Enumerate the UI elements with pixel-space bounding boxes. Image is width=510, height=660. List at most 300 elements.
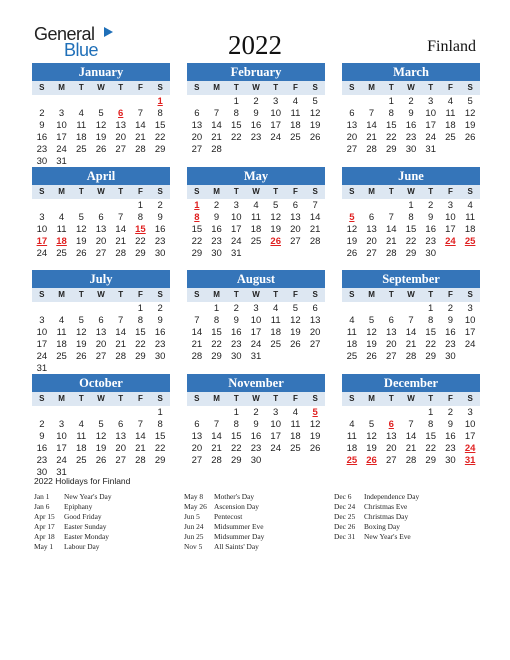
holiday-column [184,492,264,552]
holiday-date: May 26 [184,502,207,511]
empty-cell [52,200,72,212]
day-cell: 1 [137,200,144,211]
days-grid [342,200,480,260]
day-cell: 3 [447,200,454,211]
day-cell: 3 [467,407,473,418]
day-cell: 21 [191,339,203,350]
month-november [187,374,325,467]
day-cell: 7 [213,108,220,119]
weekday-label: W [252,83,260,92]
weekday-header-row [342,392,480,406]
day-cell: 18 [346,339,358,350]
day-cell: 14 [405,431,417,442]
day-cell: 31 [425,144,436,155]
day-cell: 20 [290,224,301,235]
day-cell: 3 [253,303,259,314]
weekday-label: S [194,187,200,196]
empty-cell [187,96,207,108]
holiday-day-cell: 15 [135,224,146,235]
day-cell: 13 [346,120,358,131]
day-cell: 7 [408,315,414,326]
day-cell: 15 [154,431,166,442]
day-cell: 5 [273,200,279,211]
day-cell: 25 [250,236,262,247]
day-cell: 15 [385,120,397,131]
month-february [187,63,325,156]
day-cell: 2 [157,303,163,314]
day-cell: 30 [154,351,166,362]
weekday-header-row [32,81,170,95]
day-cell: 11 [290,108,301,119]
holiday-date: Dec 24 [334,502,356,511]
weekday-label: W [407,83,415,92]
holiday-item [34,492,112,502]
holiday-name: Independence Day [364,492,420,501]
holiday-item [184,522,264,532]
day-cell: 24 [270,443,281,454]
month-january [32,63,170,168]
day-cell: 10 [36,327,48,338]
day-cell: 8 [213,315,220,326]
weekday-label: T [118,394,124,403]
day-cell: 10 [464,419,476,430]
day-cell: 17 [230,224,242,235]
holiday-day-cell: 8 [194,212,200,223]
day-cell: 25 [445,132,456,143]
day-cell: 24 [270,132,281,143]
day-cell: 20 [95,236,107,247]
weekday-label: M [213,290,220,299]
day-cell: 4 [349,315,355,326]
day-cell: 9 [39,431,45,442]
day-cell: 6 [118,419,124,430]
day-cell: 9 [39,120,45,131]
day-cell: 3 [467,303,473,314]
day-cell: 3 [58,108,65,119]
day-cell: 5 [98,419,104,430]
holiday-date: Jun 25 [184,532,204,541]
holiday-name: Easter Sunday [64,522,107,531]
day-cell: 24 [250,339,262,350]
day-cell: 8 [137,212,144,223]
weekday-label: M [368,187,375,196]
holiday-date: Dec 31 [334,532,356,541]
day-cell: 3 [273,96,279,107]
day-cell: 17 [250,327,262,338]
day-cell: 16 [230,327,242,338]
day-cell: 13 [290,212,301,223]
weekday-label: F [137,83,143,92]
month-header: August [187,270,325,288]
day-cell: 13 [191,120,203,131]
day-cell: 1 [157,407,163,418]
day-cell: 9 [157,315,163,326]
day-cell: 10 [270,108,281,119]
day-cell: 21 [115,339,126,350]
days-grid [187,96,325,156]
month-october [32,374,170,479]
empty-cell [71,96,91,108]
day-cell: 19 [75,236,87,247]
holiday-item [34,522,112,532]
holiday-date: Nov 5 [184,542,203,551]
day-cell: 13 [191,431,203,442]
day-cell: 16 [425,224,436,235]
days-grid [32,407,170,479]
day-cell: 10 [56,431,67,442]
day-cell: 29 [154,144,166,155]
holiday-day-cell: 17 [36,236,48,247]
day-cell: 28 [135,455,146,466]
day-cell: 30 [445,455,456,466]
day-cell: 4 [58,212,65,223]
weekday-label: F [292,394,298,403]
day-cell: 30 [250,455,262,466]
holidays-title: 2022 Holidays for Finland [34,476,131,486]
day-cell: 22 [191,236,203,247]
empty-cell [362,200,382,212]
weekday-label: F [292,83,298,92]
weekday-label: W [252,290,260,299]
day-cell: 2 [428,200,434,211]
holiday-name: All Saints' Day [214,542,259,551]
holiday-day-cell: 24 [445,236,456,247]
holiday-name: Midsummer Eve [214,522,264,531]
day-cell: 4 [58,315,65,326]
holiday-item [334,532,419,542]
holiday-date: Jun 24 [184,522,204,531]
day-cell: 29 [154,455,166,466]
holiday-date: Apr 18 [34,532,55,541]
day-cell: 21 [211,443,222,454]
day-cell: 17 [445,224,456,235]
weekday-label: S [194,83,200,92]
empty-cell [111,96,131,108]
empty-cell [187,407,207,419]
day-cell: 12 [75,327,87,338]
holiday-day-cell: 25 [346,455,358,466]
weekday-label: T [388,394,394,403]
day-cell: 5 [312,96,318,107]
day-cell: 25 [56,248,67,259]
holiday-date: Dec 6 [334,492,352,501]
day-cell: 28 [309,236,321,247]
day-cell: 15 [154,120,166,131]
day-cell: 15 [425,431,436,442]
holiday-name: Ascension Day [214,502,259,511]
day-cell: 19 [346,236,358,247]
holiday-item [34,542,112,552]
weekday-label: S [39,187,45,196]
day-cell: 4 [273,303,279,314]
day-cell: 28 [405,351,417,362]
day-cell: 13 [309,315,321,326]
day-cell: 22 [385,132,397,143]
weekday-label: S [312,187,318,196]
day-cell: 6 [194,108,200,119]
empty-cell [187,303,207,315]
holiday-day-cell: 6 [118,108,124,119]
day-cell: 15 [135,327,146,338]
weekday-label: T [428,83,434,92]
holiday-item [184,492,264,502]
day-cell: 22 [230,132,242,143]
day-cell: 28 [191,351,203,362]
day-cell: 7 [312,200,318,211]
holiday-item [34,502,112,512]
day-cell: 30 [230,351,242,362]
empty-cell [32,407,52,419]
month-april [32,167,170,260]
day-cell: 27 [95,248,107,259]
day-cell: 11 [346,327,357,338]
day-cell: 7 [388,212,394,223]
day-cell: 23 [211,236,222,247]
holiday-item [184,512,264,522]
day-cell: 21 [309,224,321,235]
month-header: September [342,270,480,288]
day-cell: 3 [233,200,239,211]
holiday-name: Labour Day [64,542,100,551]
day-cell: 31 [250,351,262,362]
day-cell: 25 [56,351,67,362]
weekday-label: F [292,187,298,196]
holiday-day-cell: 26 [366,455,377,466]
day-cell: 9 [428,212,434,223]
day-cell: 2 [253,407,259,418]
weekday-label: T [118,83,124,92]
day-cell: 27 [95,351,107,362]
day-cell: 29 [425,455,436,466]
day-cell: 14 [385,224,397,235]
weekday-label: W [97,83,105,92]
day-cell: 19 [366,443,377,454]
day-cell: 4 [253,200,259,211]
day-cell: 31 [36,363,48,374]
weekday-label: T [428,187,434,196]
day-cell: 26 [75,248,87,259]
day-cell: 9 [447,315,454,326]
empty-cell [362,303,382,315]
day-cell: 9 [447,419,454,430]
empty-cell [71,407,91,419]
weekday-label: F [447,394,453,403]
day-cell: 19 [290,327,301,338]
weekday-label: S [467,187,473,196]
empty-cell [91,407,111,419]
weekday-label: S [312,394,318,403]
day-cell: 6 [194,419,200,430]
weekday-label: M [58,394,65,403]
days-grid [187,200,325,260]
weekday-label: T [233,187,239,196]
day-cell: 28 [135,144,146,155]
month-header: November [187,374,325,392]
day-cell: 5 [368,419,375,430]
empty-cell [111,303,131,315]
day-cell: 7 [118,212,124,223]
day-cell: 23 [154,339,166,350]
weekday-label: S [312,83,318,92]
weekday-label: M [213,394,220,403]
weekday-label: F [137,290,143,299]
weekday-label: T [273,394,279,403]
day-cell: 18 [346,443,358,454]
day-cell: 26 [309,132,321,143]
day-cell: 9 [157,212,163,223]
day-cell: 30 [445,351,456,362]
weekday-label: S [312,290,318,299]
holiday-date: May 1 [34,542,54,551]
day-cell: 3 [58,419,65,430]
month-header: December [342,374,480,392]
holiday-item [34,532,112,542]
day-cell: 3 [39,212,45,223]
day-cell: 2 [233,303,239,314]
day-cell: 24 [36,248,48,259]
day-cell: 25 [290,443,301,454]
holiday-item [334,492,419,502]
holiday-date: Jan 1 [34,492,50,501]
weekday-label: S [194,290,200,299]
day-cell: 1 [233,407,239,418]
day-cell: 22 [230,443,242,454]
day-cell: 28 [115,248,126,259]
day-cell: 17 [425,120,436,131]
day-cell: 23 [250,132,262,143]
weekday-label: T [78,83,84,92]
weekday-label: T [388,290,394,299]
day-cell: 14 [135,431,146,442]
empty-cell [131,96,151,108]
empty-cell [381,407,401,419]
weekday-label: S [39,394,45,403]
day-cell: 11 [76,431,87,442]
day-cell: 14 [115,327,126,338]
weekday-header-row [342,288,480,302]
weekday-header-row [342,81,480,95]
weekday-header-row [32,185,170,199]
day-cell: 2 [447,407,454,418]
day-cell: 15 [211,327,222,338]
day-cell: 8 [428,315,434,326]
holiday-date: Apr 17 [34,522,55,531]
day-cell: 14 [211,120,222,131]
weekday-label: T [273,187,279,196]
days-grid [342,96,480,156]
day-cell: 26 [95,455,107,466]
day-cell: 16 [405,120,417,131]
day-cell: 14 [405,327,417,338]
weekday-label: T [118,187,124,196]
day-cell: 15 [405,224,417,235]
day-cell: 29 [230,455,242,466]
day-cell: 30 [154,248,166,259]
holiday-date: Dec 25 [334,512,356,521]
day-cell: 10 [56,120,67,131]
day-cell: 2 [157,200,163,211]
day-cell: 10 [445,212,456,223]
day-cell: 5 [78,212,84,223]
weekday-label: W [97,290,105,299]
day-cell: 4 [349,419,355,430]
day-cell: 7 [137,419,144,430]
day-cell: 13 [385,327,397,338]
day-cell: 13 [366,224,377,235]
empty-cell [32,303,52,315]
day-cell: 7 [118,315,124,326]
day-cell: 6 [349,108,355,119]
day-cell: 18 [464,224,476,235]
day-cell: 31 [230,248,242,259]
weekday-label: S [157,83,163,92]
weekday-label: M [58,187,65,196]
day-cell: 21 [211,132,222,143]
day-cell: 22 [135,236,146,247]
logo-general-text: General [34,24,95,44]
day-cell: 16 [36,443,48,454]
day-cell: 19 [270,224,281,235]
weekday-label: S [349,290,355,299]
holiday-name: New Year's Eve [364,532,411,541]
day-cell: 29 [191,248,203,259]
day-cell: 22 [154,443,166,454]
day-cell: 8 [157,419,163,430]
day-cell: 15 [230,120,242,131]
weekday-label: M [368,83,375,92]
day-cell: 11 [270,315,281,326]
holiday-item [334,512,419,522]
day-cell: 23 [154,236,166,247]
holiday-column [34,492,112,552]
weekday-label: M [368,290,375,299]
day-cell: 6 [388,315,394,326]
day-cell: 21 [115,236,126,247]
month-header: February [187,63,325,81]
day-cell: 12 [290,315,301,326]
day-cell: 19 [366,339,377,350]
day-cell: 9 [213,212,220,223]
empty-cell [381,303,401,315]
day-cell: 21 [405,443,417,454]
day-cell: 7 [213,419,220,430]
day-cell: 20 [385,443,397,454]
day-cell: 4 [447,96,454,107]
day-cell: 11 [56,327,67,338]
empty-cell [401,303,421,315]
day-cell: 1 [408,200,414,211]
day-cell: 10 [464,315,476,326]
day-cell: 24 [56,144,67,155]
day-cell: 30 [36,156,48,167]
day-cell: 31 [56,467,67,478]
day-cell: 16 [154,224,166,235]
day-cell: 16 [445,431,456,442]
day-cell: 23 [230,339,242,350]
day-cell: 23 [425,236,436,247]
day-cell: 4 [467,200,473,211]
month-header: July [32,270,170,288]
day-cell: 5 [467,96,473,107]
day-cell: 27 [115,144,126,155]
holiday-name: Easter Monday [64,532,109,541]
day-cell: 14 [191,327,203,338]
holiday-item [184,532,264,542]
day-cell: 26 [95,144,107,155]
day-cell: 4 [292,96,299,107]
day-cell: 29 [385,144,397,155]
month-header: January [32,63,170,81]
